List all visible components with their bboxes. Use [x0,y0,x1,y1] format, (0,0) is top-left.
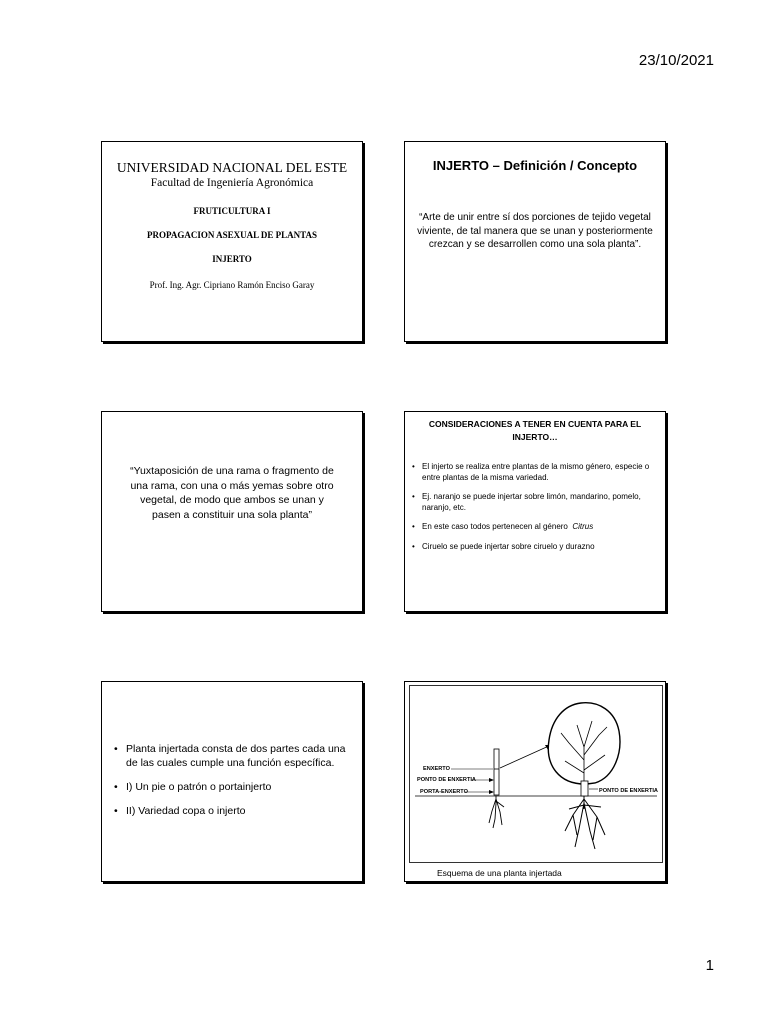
slide-parts [101,681,363,882]
list-item: • Ej. naranjo se puede injertar sobre limón, mandarino, pomelo, naranjo, etc. [412,492,659,513]
diagram-caption: Esquema de una planta injertada [437,868,562,878]
university-name: UNIVERSIDAD NACIONAL DEL ESTE [116,160,348,175]
list-item: • Planta injertada consta de dos partes cada una de las cuales cumple una función específica. [114,742,354,770]
label-enxerto: ENXERTO [423,766,450,772]
grafted-plant-diagram [409,685,663,863]
slide-heading: CONSIDERACIONES A TENER EN CUENTA PARA EL INJERTO… [428,419,642,442]
page-date: 23/10/2021 [638,52,714,69]
label-ponto-enxertia-tree: PONTO DE ENXERTIA [599,788,658,794]
genus-name: Citrus [572,522,594,531]
professor-name: Prof. Ing. Agr. Cipriano Ramón Enciso Garay [149,280,315,290]
definition-quote: “Arte de unir entre sí dos porciones de tejido vegetal viviente, de tal manera que se unan y posteriormente crezcan y se desarrollen como una sola planta”. [417,212,653,250]
label-ponto-enxertia: PONTO DE ENXERTIA [417,777,476,783]
faculty-name: Facultad de Ingeniería Agronómica [150,177,314,189]
slide-heading: INJERTO – Definición / Concepto [432,158,638,173]
list-item: • Ciruelo se puede injertar sobre ciruelo y durazno [412,542,659,553]
slide-title [101,141,363,342]
slide-diagram [404,681,666,882]
list-item: • II) Variedad copa o injerto [114,804,354,818]
definition-quote: “Yuxtaposición de una rama o fragmento de una rama, con una o más yemas sobre otro vegetal, de modo que ambos se unan y pasen a constituir una sola planta” [130,465,334,521]
page-number: 1 [705,957,714,974]
parts-list [114,742,354,828]
considerations-list [412,462,659,561]
list-item: • El injerto se realiza entre plantas de la mismo género, especie o entre plantas de la misma variedad. [412,462,659,483]
topic-name: PROPAGACION ASEXUAL DE PLANTAS [147,230,317,240]
slide-considerations [404,411,666,612]
slide-definition [404,141,666,342]
subtopic-name: INJERTO [212,254,252,264]
label-porta-enxerto: PORTA-ENXERTO [420,789,468,795]
list-item: • I) Un pie o patrón o portainjerto [114,780,354,794]
list-item: • En este caso todos pertenecen al género Citrus [412,522,659,533]
slide-quote [101,411,363,612]
course-name: FRUTICULTURA I [193,206,271,216]
